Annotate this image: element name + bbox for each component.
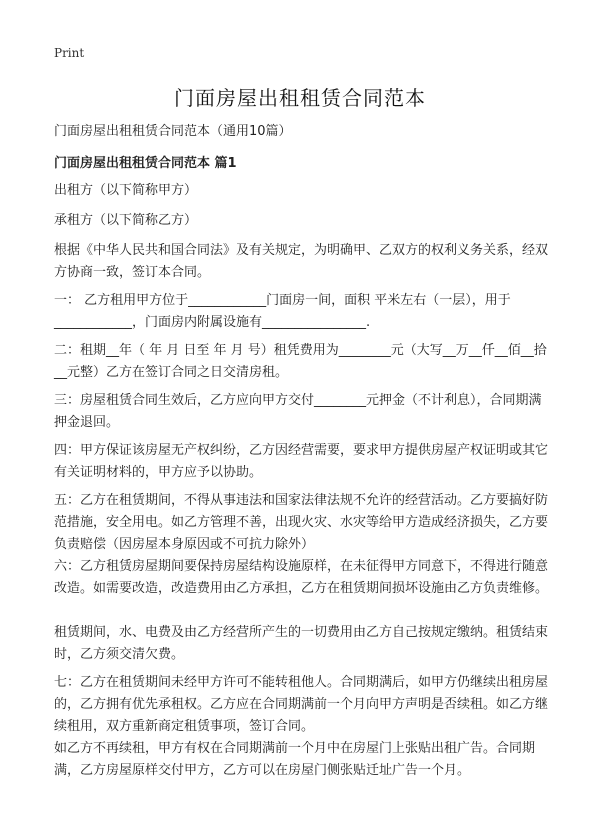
paragraph-preamble: 根据《中华人民共和国合同法》及有关规定，为明确甲、乙双方的权利义务关系，经双方协商一致，签订本合同。 [54, 243, 549, 280]
paragraph-clause-6: 六：乙方租赁房屋期间要保持房屋结构设施原样，在未征得甲方同意下，不得进行随意改造。如需要改造，改造费用由乙方承担，乙方在租赁期间损坏设施由乙方负责维修。 [54, 559, 549, 596]
print-link[interactable]: Print [54, 46, 85, 60]
document-title: 门面房屋出租租赁合同范本 [174, 86, 426, 110]
paragraph-lessor: 出租方（以下简称甲方） [54, 183, 198, 198]
paragraph-clause-7: 七：乙方在租赁期间未经甲方许可不能转租他人。合同期满后，如甲方仍继续出租房屋的，乙方拥有优先承租权。乙方应在合同期满前一个月向甲方声明是否续租。如乙方继续租用，双方重新商定租赁事项，签订合同。 [54, 675, 549, 734]
paragraph-clause-1: 一： 乙方租用甲方位于____________门面房一间，面积 平米左右（一层），用于____________，门面房内附属设施有________________. [54, 293, 511, 330]
paragraph-fees: 租赁期间，水、电费及由乙方经营所产生的一切费用由乙方自己按规定缴纳。租赁结束时，乙方须交清欠费。 [54, 625, 549, 662]
paragraph-clause-3: 三：房屋租赁合同生效后，乙方应向甲方交付________元押金（不计利息），合同期满押金退回。 [54, 393, 542, 430]
paragraph-clause-4: 四：甲方保证该房屋无产权纠纷，乙方因经营需要，要求甲方提供房屋产权证明或其它有关证明材料的，甲方应予以协助。 [54, 443, 549, 480]
paragraph-clause-5: 五：乙方在租赁期间，不得从事违法和国家法律法规不允许的经营活动。乙方要搞好防范措施，安全用电。如乙方管理不善，出现火灾、水灾等给甲方造成经济损失，乙方要负责赔偿（因房屋本身原因或不可抗力除外） [54, 493, 549, 552]
section-heading: 门面房屋出租租赁合同范本 篇1 [54, 156, 237, 171]
paragraph-clause-2: 二：租期__年（ 年 月 日至 年 月 号）租凭费用为________元（大写__万__仟__佰__拾__元整）乙方在签订合同之日交清房租。 [54, 343, 547, 380]
document-subtitle: 门面房屋出租租赁合同范本（通用10篇） [54, 124, 292, 139]
paragraph-non-renewal: 如乙方不再续租，甲方有权在合同期满前一个月中在房屋门上张贴出租广告。合同期满，乙方房屋原样交付甲方，乙方可以在房屋门侧张贴迁址广告一个月。 [54, 741, 536, 778]
paragraph-lessee: 承租方（以下简称乙方） [54, 213, 198, 228]
